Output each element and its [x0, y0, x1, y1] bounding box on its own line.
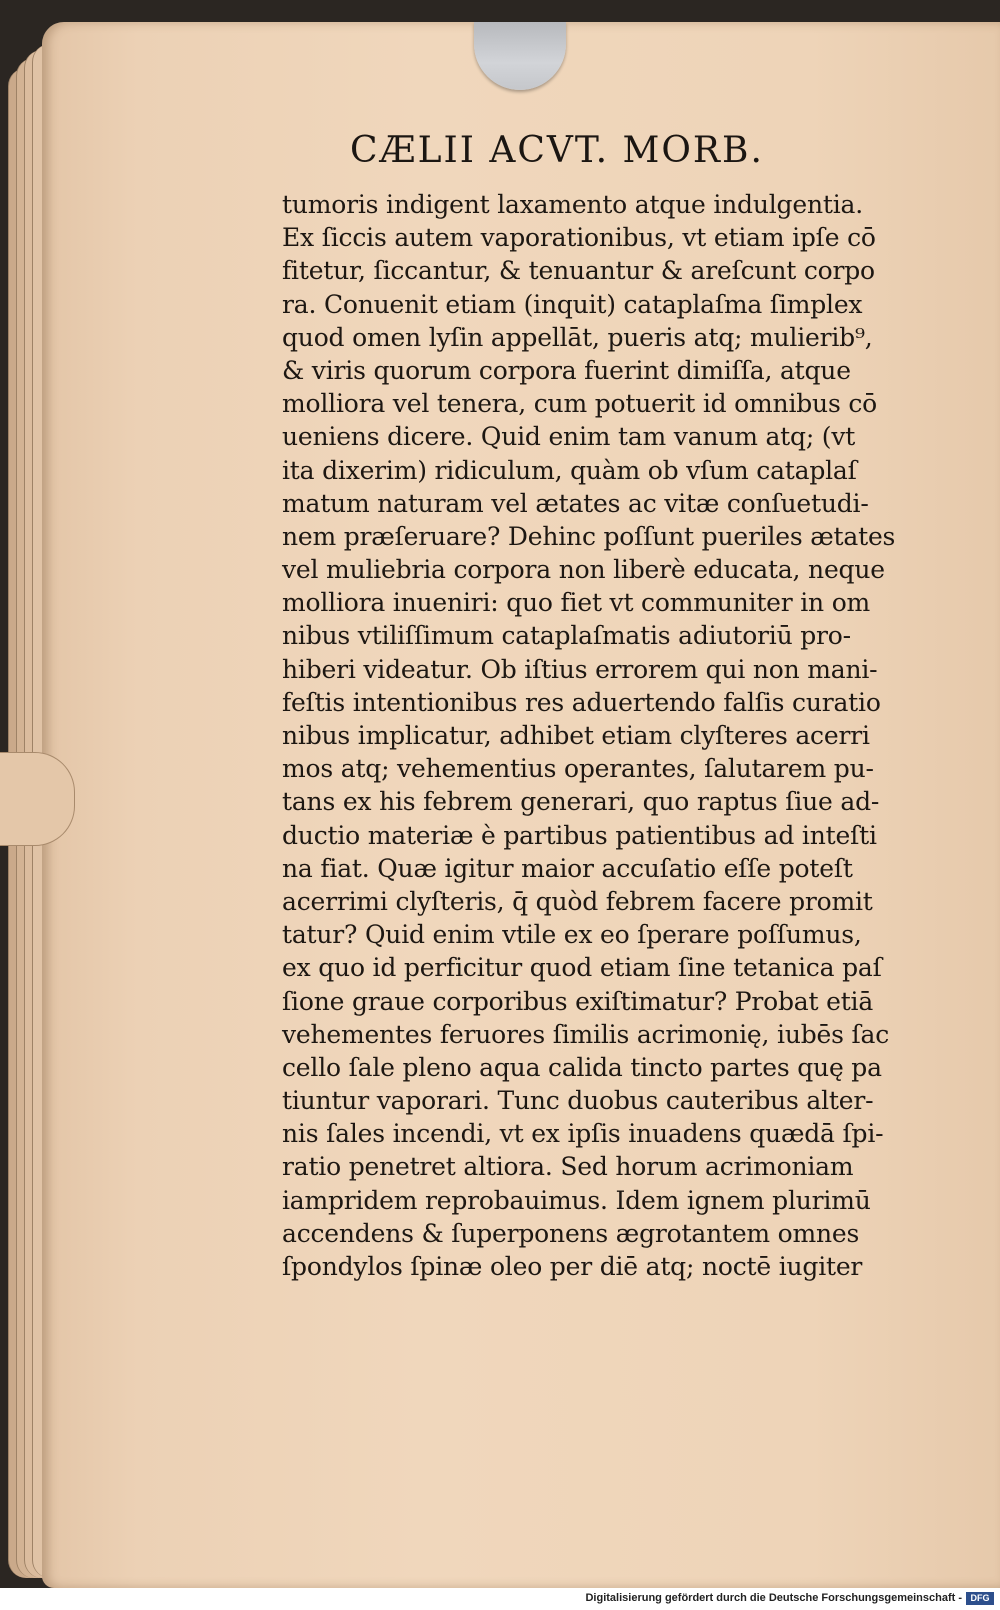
text-line: accendens & ſuperponens ægrotantem omnes: [282, 1218, 860, 1248]
text-line: vel muliebria corpora non liberè educata, neque: [282, 555, 885, 585]
dfg-logo: DFG: [966, 1592, 994, 1605]
text-line: molliora vel tenera, cum potuerit id omnibus cō: [282, 389, 877, 419]
text-line: ex quo id perficitur quod etiam ſine tetanica paſ: [282, 953, 882, 983]
bookmark-strip: [474, 22, 566, 90]
footer-bar: [0, 1588, 1000, 1610]
text-line: ductio materiæ è partibus patientibus ad inteſti: [282, 820, 877, 850]
text-line: cello ſale pleno aqua calida tincto partes quę pa: [282, 1052, 882, 1082]
text-line: ſione graue corporibus exiſtimatur? Probat etiā: [282, 986, 874, 1016]
text-line: molliora inueniri: quo fiet vt communiter in om: [282, 588, 871, 618]
text-line: nibus vtiliſſimum cataplaſmatis adiutoriū pro-: [282, 621, 851, 651]
text-line: & viris quorum corpora fuerint dimiſſa, atque: [282, 355, 851, 385]
text-line: ra. Conuenit etiam (inquit) cataplaſma ſimplex: [282, 289, 863, 319]
footer-credit: Digitalisierung gefördert durch die Deutsche Forschungsgemeinschaft -: [585, 1592, 962, 1604]
text-line: nibus implicatur, adhibet etiam clyſteres acerri: [282, 721, 870, 750]
text-line: tumoris indigent laxamento atque indulgentia.: [282, 190, 863, 219]
text-line: vehementes feruores ſimilis acrimonię, iubēs ſac: [282, 1019, 890, 1049]
text-line: acerrimi clyſteris, q̄ quòd febrem facere promit: [282, 886, 873, 916]
text-line: na fiat. Quæ igitur maior accuſatio eſſe poteſt: [282, 853, 853, 883]
text-line: fitetur, ſiccantur, & tenuantur & areſcunt corpo: [282, 256, 875, 286]
text-line: Ex ſiccis autem vaporationibus, vt etiam ipſe cō: [282, 223, 876, 253]
page-tab: [0, 752, 75, 846]
text-line: feſtis intentionibus res aduertendo falſis curatio: [282, 687, 881, 717]
text-line: ueniens dicere. Quid enim tam vanum atq; (vt: [282, 422, 856, 452]
book-page: [42, 22, 1000, 1588]
text-line: tiuntur vaporari. Tunc duobus cauteribus alter-: [282, 1086, 874, 1116]
text-line: quod omen lyſin appellāt, pueris atq; mulierib⁹,: [282, 322, 873, 352]
text-line: tatur? Quid enim vtile ex eo ſperare poſſumus,: [282, 920, 862, 950]
text-line: ratio penetret altiora. Sed horum acrimoniam: [282, 1152, 854, 1182]
text-line: hiberi videatur. Ob iſtius errorem qui non mani-: [282, 654, 878, 684]
text-line: mos atq; vehementius operantes, ſalutarem pu-: [282, 754, 874, 784]
running-head: CÆLII ACVT. MORB.: [350, 130, 764, 171]
body-text: [282, 188, 902, 1283]
text-line: matum naturam vel ætates ac vitæ conſuetudi-: [282, 488, 869, 518]
text-line: iampridem reprobauimus. Idem ignem plurimū: [282, 1185, 871, 1215]
text-line: nem præſeruare? Dehinc poſſunt pueriles ætates: [282, 521, 896, 551]
text-line: ita dixerim) ridiculum, quàm ob vſum cataplaſ: [282, 455, 857, 485]
text-line: nis ſales incendi, vt ex ipſis inuadens quædā ſpi-: [282, 1119, 884, 1149]
text-line: tans ex his febrem generari, quo raptus ſiue ad-: [282, 787, 880, 817]
text-line: ſpondylos ſpinæ oleo per diē atq; noctē iugiter: [282, 1252, 863, 1281]
